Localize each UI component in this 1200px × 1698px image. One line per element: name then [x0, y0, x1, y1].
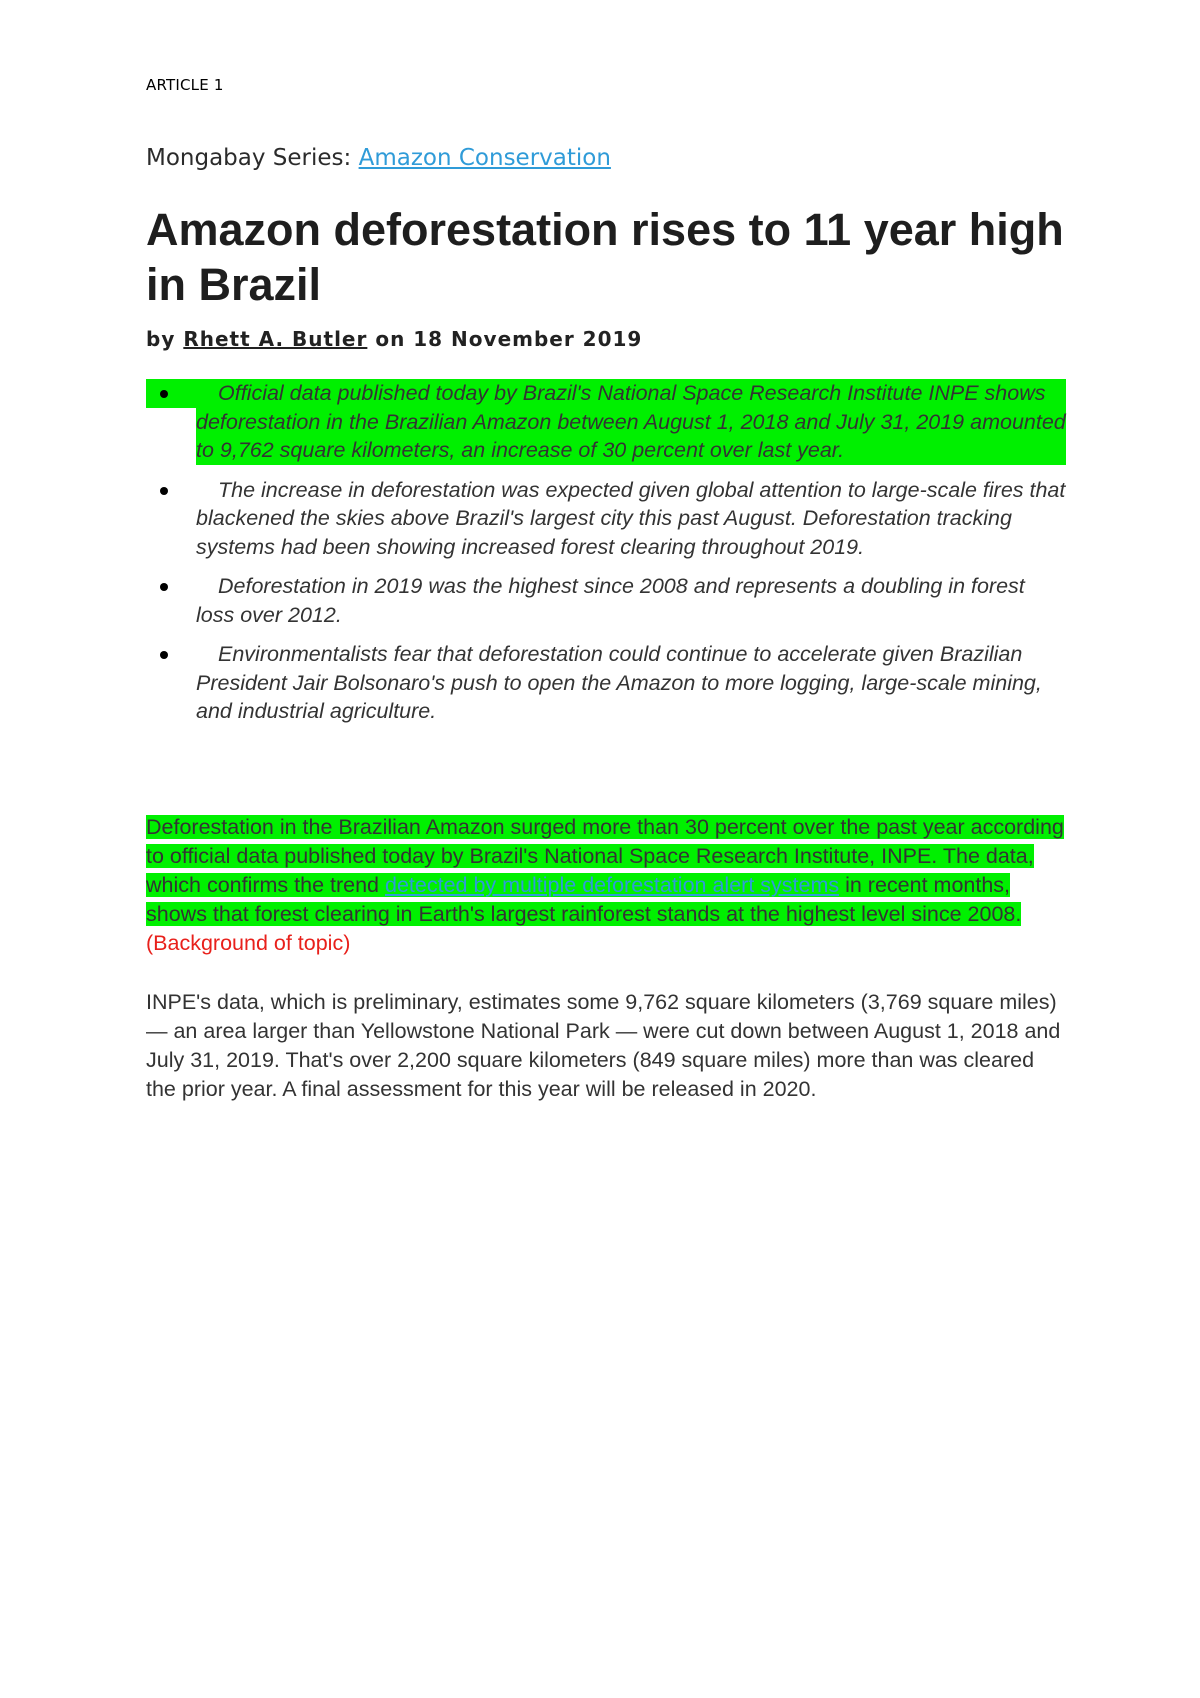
- bullet-dot-icon: [160, 487, 168, 495]
- highlighted-text-end: in recent months, shows that forest clearing in Earth's largest rainforest stands at the highest level since 2008.: [146, 873, 1022, 926]
- bullet-text: Deforestation in 2019 was the highest since 2008 and represents a doubling in forest loss over 2012.: [196, 574, 1025, 627]
- body-paragraph-1: [146, 813, 1066, 958]
- bullet-dot-icon: [160, 390, 168, 398]
- byline: [146, 327, 642, 351]
- series-line: [146, 145, 611, 171]
- bullet-dot-icon: [160, 583, 168, 591]
- bullet-item: [146, 476, 1066, 562]
- series-prefix: Mongabay Series:: [146, 145, 359, 171]
- alert-systems-link[interactable]: detected by multiple deforestation alert systems: [385, 873, 840, 897]
- bullet-text: Official data published today by Brazil's National Space Research Institute INPE shows deforestation in the Brazilian Amazon between August 1, 2018 and July 31, 2019 amounted to 9,762 square kilometers, an increase of 30 percent over last year.: [196, 381, 1066, 462]
- bullet-text: The increase in deforestation was expected given global attention to large-scale fires that blackened the skies above Brazil's largest city this past August. Deforestation tracking systems had been showing increased forest clearing throughout 2019.: [196, 477, 1066, 559]
- bullet-dot-icon: [160, 651, 168, 659]
- series-link[interactable]: Amazon Conservation: [358, 145, 611, 171]
- byline-date: on 18 November 2019: [367, 327, 643, 351]
- highlighted-text: Deforestation in the Brazilian Amazon surged more than 30 percent over the past year according to official data published today by Brazil's National Space Research Institute, INPE. The data, which confirms the trend: [146, 815, 1064, 897]
- article-label: ARTICLE 1: [146, 76, 224, 94]
- bullet-item: [146, 640, 1066, 726]
- author-link[interactable]: Rhett A. Butler: [183, 327, 368, 351]
- body-paragraph-2: INPE's data, which is preliminary, estimates some 9,762 square kilometers (3,769 square miles) — an area larger than Yellowstone National Park — were cut down between August 1, 2018 and July 31, 2019. That's over 2,200 square kilometers (849 square miles) more than was cleared the prior year. A final assessment for this year will be released in 2020.: [146, 990, 1061, 1101]
- bullet-item: [146, 572, 1066, 629]
- bullet-item: [146, 379, 1066, 465]
- bullet-text: Environmentalists fear that deforestation could continue to accelerate given Brazilian President Jair Bolsonaro's push to open the Amazon to more logging, large-scale mining, and industrial agriculture.: [196, 642, 1042, 723]
- summary-bullets: [146, 379, 1066, 737]
- article-headline: Amazon deforestation rises to 11 year high in Brazil: [146, 204, 1064, 310]
- byline-prefix: by: [146, 327, 184, 351]
- annotation-note: (Background of topic): [146, 931, 351, 955]
